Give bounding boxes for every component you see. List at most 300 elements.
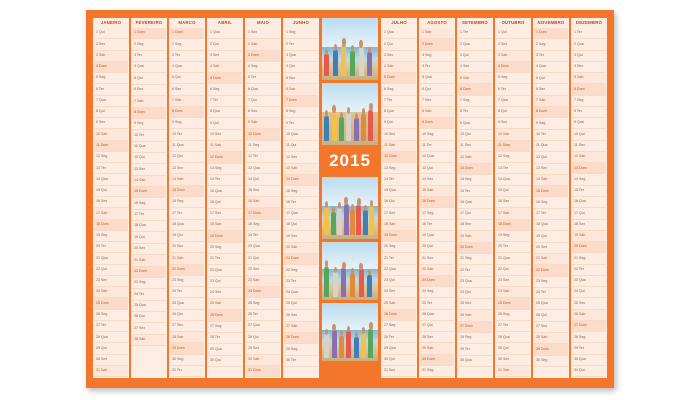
day-cell[interactable]: 16 Qua bbox=[458, 197, 492, 208]
day-cell[interactable]: 23 Sex bbox=[94, 276, 128, 287]
day-cell[interactable]: 26 Sab bbox=[458, 310, 492, 321]
day-cell[interactable]: 22 Qua bbox=[382, 265, 416, 276]
day-cell[interactable]: 5 Seg bbox=[496, 73, 530, 84]
day-cell[interactable]: 31 Sex bbox=[382, 366, 416, 377]
day-cell[interactable]: 15 Ter bbox=[572, 186, 606, 197]
day-cell[interactable]: 22 Ter bbox=[458, 265, 492, 276]
day-cell[interactable]: 20 Seg bbox=[208, 243, 242, 254]
day-cell[interactable]: 4 Sab bbox=[382, 62, 416, 73]
day-cell[interactable]: 29 Ter bbox=[572, 343, 606, 354]
day-cell[interactable]: 21 Sab bbox=[170, 253, 204, 264]
day-cell[interactable]: 31 Dom bbox=[246, 366, 280, 377]
day-cell[interactable]: 8 Seg bbox=[284, 107, 318, 118]
day-cell[interactable]: 28 Sab bbox=[132, 335, 166, 346]
day-cell[interactable]: 25 Qua bbox=[132, 301, 166, 312]
day-cell[interactable]: 4 Sex bbox=[458, 62, 492, 73]
day-cell[interactable]: 9 Qua bbox=[458, 118, 492, 129]
day-cell[interactable]: 30 Ter bbox=[284, 356, 318, 367]
day-cell[interactable]: 22 Sab bbox=[420, 265, 454, 276]
day-cell[interactable]: 22 Qui bbox=[94, 265, 128, 276]
day-cell[interactable]: 28 Sab bbox=[534, 333, 568, 344]
day-cell[interactable]: 29 Qui bbox=[496, 343, 530, 354]
day-cell[interactable]: 20 Dom bbox=[572, 242, 606, 253]
day-cell[interactable] bbox=[208, 367, 242, 377]
day-cell[interactable]: 20 Sex bbox=[132, 244, 166, 255]
day-cell[interactable] bbox=[132, 346, 166, 356]
day-cell[interactable]: 4 Ter bbox=[420, 62, 454, 73]
day-cell[interactable]: 1 Sex bbox=[246, 28, 280, 39]
day-cell[interactable]: 28 Seg bbox=[572, 332, 606, 343]
day-cell[interactable]: 4 Qua bbox=[534, 62, 568, 73]
day-cell[interactable]: 16 Seg bbox=[170, 197, 204, 208]
day-cell[interactable]: 9 Seg bbox=[170, 118, 204, 129]
day-cell[interactable] bbox=[132, 356, 166, 366]
day-cell[interactable]: 30 Dom bbox=[420, 355, 454, 366]
day-cell[interactable]: 6 Dom bbox=[458, 84, 492, 95]
day-cell[interactable]: 7 Qua bbox=[94, 96, 128, 107]
day-cell[interactable]: 23 Seg bbox=[534, 277, 568, 288]
day-cell[interactable]: 26 Qui bbox=[534, 310, 568, 321]
day-cell[interactable]: 8 Dom bbox=[132, 108, 166, 119]
day-cell[interactable]: 13 Qua bbox=[246, 163, 280, 174]
photo-friends-sand[interactable] bbox=[322, 177, 378, 239]
day-cell[interactable]: 17 Sex bbox=[208, 209, 242, 220]
day-cell[interactable]: 15 Dom bbox=[534, 186, 568, 197]
day-cell[interactable]: 12 Dom bbox=[208, 152, 242, 163]
day-cell[interactable]: 26 Qui bbox=[132, 312, 166, 323]
day-cell[interactable]: 12 Ter bbox=[246, 152, 280, 163]
day-cell[interactable]: 17 Sab bbox=[94, 208, 128, 219]
day-cell[interactable]: 31 Ter bbox=[170, 366, 204, 377]
day-cell[interactable]: 4 Dom bbox=[496, 62, 530, 73]
day-cell[interactable]: 3 Sex bbox=[382, 51, 416, 62]
day-cell[interactable]: 18 Dom bbox=[496, 220, 530, 231]
day-cell[interactable]: 28 Seg bbox=[458, 333, 492, 344]
day-cell[interactable]: 10 Ter bbox=[170, 129, 204, 140]
day-cell[interactable]: 23 Qui bbox=[208, 277, 242, 288]
day-cell[interactable]: 18 Sex bbox=[572, 220, 606, 231]
day-cell[interactable]: 22 Dom bbox=[132, 267, 166, 278]
day-cell[interactable]: 29 Sex bbox=[246, 343, 280, 354]
day-cell[interactable]: 27 Sex bbox=[534, 322, 568, 333]
day-cell[interactable]: 23 Dom bbox=[420, 276, 454, 287]
day-cell[interactable]: 14 Sab bbox=[534, 175, 568, 186]
day-cell[interactable]: 18 Qua bbox=[132, 221, 166, 232]
day-cell[interactable]: 10 Qui bbox=[572, 129, 606, 140]
day-cell[interactable]: 29 Dom bbox=[170, 343, 204, 354]
day-cell[interactable]: 30 Sex bbox=[496, 355, 530, 366]
day-cell[interactable]: 2 Seg bbox=[132, 39, 166, 50]
day-cell[interactable]: 6 Ter bbox=[496, 84, 530, 95]
day-cell[interactable]: 5 Seg bbox=[94, 73, 128, 84]
day-cell[interactable]: 11 Sab bbox=[208, 141, 242, 152]
day-cell[interactable]: 21 Qui bbox=[246, 253, 280, 264]
day-cell[interactable]: 23 Sex bbox=[496, 276, 530, 287]
day-cell[interactable]: 8 Qua bbox=[208, 107, 242, 118]
day-cell[interactable]: 1 Ter bbox=[572, 28, 606, 39]
day-cell[interactable]: 25 Dom bbox=[94, 298, 128, 309]
day-cell[interactable]: 28 Dom bbox=[284, 333, 318, 344]
day-cell[interactable]: 27 Sex bbox=[170, 321, 204, 332]
day-cell[interactable]: 20 Sab bbox=[284, 243, 318, 254]
day-cell[interactable]: 11 Dom bbox=[94, 141, 128, 152]
day-cell[interactable]: 21 Qua bbox=[496, 253, 530, 264]
day-cell[interactable]: 7 Qua bbox=[496, 96, 530, 107]
day-cell[interactable]: 27 Qua bbox=[246, 321, 280, 332]
day-cell[interactable]: 2 Qui bbox=[382, 39, 416, 50]
day-cell[interactable]: 3 Ter bbox=[170, 51, 204, 62]
day-cell[interactable]: 25 Sex bbox=[572, 298, 606, 309]
day-cell[interactable]: 10 Ter bbox=[534, 130, 568, 141]
day-cell[interactable]: 27 Sab bbox=[284, 322, 318, 333]
day-cell[interactable]: 19 Ter bbox=[246, 231, 280, 242]
day-cell[interactable]: 1 Qua bbox=[208, 28, 242, 39]
day-cell[interactable]: 21 Seg bbox=[458, 254, 492, 265]
day-cell[interactable]: 2 Ter bbox=[284, 39, 318, 50]
day-cell[interactable]: 26 Seg bbox=[94, 310, 128, 321]
day-cell[interactable]: 11 Dom bbox=[496, 141, 530, 152]
day-cell[interactable]: 10 Qua bbox=[284, 130, 318, 141]
day-cell[interactable]: 27 Dom bbox=[572, 321, 606, 332]
day-cell[interactable]: 7 Ter bbox=[208, 96, 242, 107]
day-cell[interactable]: 12 Qui bbox=[132, 153, 166, 164]
day-cell[interactable]: 25 Ter bbox=[420, 298, 454, 309]
day-cell[interactable]: 2 Sex bbox=[94, 39, 128, 50]
day-cell[interactable]: 17 Ter bbox=[170, 208, 204, 219]
day-cell[interactable]: 6 Sex bbox=[170, 84, 204, 95]
day-cell[interactable]: 1 Sab bbox=[420, 28, 454, 39]
day-cell[interactable]: 26 Qui bbox=[170, 310, 204, 321]
day-cell[interactable]: 3 Ter bbox=[132, 51, 166, 62]
day-cell[interactable]: 31 Sab bbox=[496, 366, 530, 377]
day-cell[interactable]: 6 Sex bbox=[132, 85, 166, 96]
day-cell[interactable]: 26 Dom bbox=[208, 310, 242, 321]
day-cell[interactable]: 9 Sex bbox=[496, 118, 530, 129]
day-cell[interactable]: 13 Seg bbox=[382, 163, 416, 174]
day-cell[interactable]: 12 Qua bbox=[420, 152, 454, 163]
day-cell[interactable]: 24 Sab bbox=[496, 287, 530, 298]
day-cell[interactable]: 24 Dom bbox=[246, 287, 280, 298]
day-cell[interactable]: 15 Qua bbox=[208, 186, 242, 197]
day-cell[interactable]: 28 Sex bbox=[420, 332, 454, 343]
photo-family-smiling[interactable] bbox=[322, 83, 378, 145]
day-cell[interactable]: 24 Qui bbox=[458, 288, 492, 299]
day-cell[interactable]: 16 Seg bbox=[132, 198, 166, 209]
day-cell[interactable]: 19 Dom bbox=[382, 231, 416, 242]
day-cell[interactable]: 16 Qui bbox=[382, 197, 416, 208]
day-cell[interactable]: 22 Dom bbox=[170, 265, 204, 276]
day-cell[interactable]: 30 Qui bbox=[208, 356, 242, 367]
day-cell[interactable]: 1 Seg bbox=[284, 28, 318, 39]
day-cell[interactable]: 10 Sex bbox=[382, 129, 416, 140]
day-cell[interactable]: 20 Sex bbox=[170, 242, 204, 253]
day-cell[interactable]: 12 Qui bbox=[170, 152, 204, 163]
day-cell[interactable]: 30 Sab bbox=[246, 355, 280, 366]
day-cell[interactable]: 28 Qua bbox=[496, 332, 530, 343]
day-cell[interactable]: 21 Qua bbox=[94, 253, 128, 264]
day-cell[interactable]: 24 Sab bbox=[94, 287, 128, 298]
day-cell[interactable]: 26 Qua bbox=[420, 310, 454, 321]
photo-couple-walking[interactable] bbox=[322, 242, 378, 300]
day-cell[interactable]: 22 Qua bbox=[208, 265, 242, 276]
day-cell[interactable]: 25 Qui bbox=[284, 299, 318, 310]
day-cell[interactable]: 28 Ter bbox=[208, 333, 242, 344]
day-cell[interactable]: 10 Ter bbox=[132, 130, 166, 141]
day-cell[interactable]: 28 Sab bbox=[170, 332, 204, 343]
day-cell[interactable]: 27 Ter bbox=[94, 321, 128, 332]
day-cell[interactable]: 6 Seg bbox=[382, 84, 416, 95]
day-cell[interactable]: 31 Qui bbox=[572, 366, 606, 377]
day-cell[interactable]: 8 Sex bbox=[246, 107, 280, 118]
day-cell[interactable]: 11 Sex bbox=[458, 141, 492, 152]
day-cell[interactable]: 4 Seg bbox=[246, 62, 280, 73]
day-cell[interactable]: 3 Seg bbox=[420, 51, 454, 62]
day-cell[interactable]: 20 Ter bbox=[496, 242, 530, 253]
day-cell[interactable]: 26 Seg bbox=[496, 310, 530, 321]
day-cell[interactable]: 29 Dom bbox=[534, 344, 568, 355]
day-cell[interactable]: 13 Qui bbox=[420, 163, 454, 174]
day-cell[interactable]: 13 Sex bbox=[170, 163, 204, 174]
day-cell[interactable]: 2 Dom bbox=[420, 39, 454, 50]
day-cell[interactable]: 15 Sab bbox=[420, 186, 454, 197]
day-cell[interactable]: 13 Dom bbox=[572, 163, 606, 174]
day-cell[interactable]: 19 Seg bbox=[94, 231, 128, 242]
day-cell[interactable]: 5 Qui bbox=[534, 73, 568, 84]
day-cell[interactable]: 9 Qui bbox=[382, 118, 416, 129]
day-cell[interactable]: 8 Qui bbox=[496, 107, 530, 118]
day-cell[interactable]: 20 Ter bbox=[94, 242, 128, 253]
day-cell[interactable]: 19 Qui bbox=[170, 231, 204, 242]
day-cell[interactable]: 17 Dom bbox=[246, 208, 280, 219]
day-cell[interactable]: 23 Qua bbox=[572, 276, 606, 287]
day-cell[interactable]: 6 Sex bbox=[534, 84, 568, 95]
day-cell[interactable]: 2 Qua bbox=[458, 39, 492, 50]
day-cell[interactable]: 18 Qua bbox=[170, 220, 204, 231]
day-cell[interactable]: 18 Sab bbox=[382, 220, 416, 231]
day-cell[interactable]: 27 Ter bbox=[496, 321, 530, 332]
day-cell[interactable]: 23 Sab bbox=[246, 276, 280, 287]
day-cell[interactable]: 22 Sex bbox=[246, 265, 280, 276]
day-cell[interactable]: 9 Dom bbox=[420, 118, 454, 129]
day-cell[interactable]: 27 Qui bbox=[420, 321, 454, 332]
day-cell[interactable]: 19 Dom bbox=[208, 231, 242, 242]
day-cell[interactable]: 27 Dom bbox=[458, 322, 492, 333]
day-cell[interactable]: 14 Sab bbox=[170, 174, 204, 185]
day-cell[interactable]: 24 Ter bbox=[170, 287, 204, 298]
day-cell[interactable]: 23 Qui bbox=[382, 276, 416, 287]
day-cell[interactable]: 23 Seg bbox=[170, 276, 204, 287]
day-cell[interactable] bbox=[458, 367, 492, 377]
day-cell[interactable]: 22 Qui bbox=[496, 265, 530, 276]
day-cell[interactable]: 18 Dom bbox=[94, 220, 128, 231]
day-cell[interactable]: 6 Qua bbox=[246, 84, 280, 95]
day-cell[interactable]: 24 Sex bbox=[208, 288, 242, 299]
day-cell[interactable] bbox=[534, 367, 568, 377]
day-cell[interactable]: 11 Qua bbox=[170, 141, 204, 152]
day-cell[interactable]: 26 Sab bbox=[572, 310, 606, 321]
day-cell[interactable]: 23 Qua bbox=[458, 277, 492, 288]
day-cell[interactable]: 13 Ter bbox=[496, 163, 530, 174]
day-cell[interactable]: 14 Ter bbox=[208, 175, 242, 186]
day-cell[interactable]: 9 Qui bbox=[208, 118, 242, 129]
photo-group-jumping[interactable] bbox=[322, 303, 378, 361]
day-cell[interactable]: 12 Sab bbox=[458, 152, 492, 163]
day-cell[interactable]: 15 Ter bbox=[458, 186, 492, 197]
day-cell[interactable]: 2 Seg bbox=[534, 39, 568, 50]
day-cell[interactable]: 25 Seg bbox=[246, 298, 280, 309]
day-cell[interactable]: 4 Qui bbox=[284, 62, 318, 73]
day-cell[interactable]: 7 Seg bbox=[458, 96, 492, 107]
day-cell[interactable]: 25 Qua bbox=[534, 299, 568, 310]
day-cell[interactable]: 2 Sex bbox=[496, 39, 530, 50]
day-cell[interactable]: 13 Seg bbox=[208, 164, 242, 175]
day-cell[interactable]: 6 Dom bbox=[572, 84, 606, 95]
day-cell[interactable]: 1 Qui bbox=[94, 28, 128, 39]
day-cell[interactable]: 8 Ter bbox=[572, 107, 606, 118]
day-cell[interactable]: 1 Qua bbox=[382, 28, 416, 39]
day-cell[interactable]: 12 Seg bbox=[94, 152, 128, 163]
day-cell[interactable]: 16 Seg bbox=[534, 197, 568, 208]
day-cell[interactable]: 1 Dom bbox=[534, 28, 568, 39]
day-cell[interactable]: 14 Sab bbox=[132, 176, 166, 187]
day-cell[interactable]: 3 Sab bbox=[496, 51, 530, 62]
day-cell[interactable]: 5 Sab bbox=[458, 73, 492, 84]
day-cell[interactable]: 23 Ter bbox=[284, 277, 318, 288]
day-cell[interactable]: 21 Ter bbox=[208, 254, 242, 265]
day-cell[interactable]: 3 Sex bbox=[208, 51, 242, 62]
day-cell[interactable]: 16 Sex bbox=[94, 197, 128, 208]
day-cell[interactable]: 7 Ter bbox=[382, 96, 416, 107]
day-cell[interactable]: 8 Qua bbox=[382, 107, 416, 118]
day-cell[interactable]: 14 Seg bbox=[572, 174, 606, 185]
day-cell[interactable]: 5 Qua bbox=[420, 73, 454, 84]
day-cell[interactable]: 28 Qui bbox=[246, 332, 280, 343]
day-cell[interactable]: 21 Sab bbox=[534, 254, 568, 265]
day-cell[interactable]: 11 Sab bbox=[382, 141, 416, 152]
day-cell[interactable]: 3 Dom bbox=[246, 51, 280, 62]
day-cell[interactable]: 8 Qui bbox=[94, 107, 128, 118]
day-cell[interactable]: 14 Sex bbox=[420, 174, 454, 185]
day-cell[interactable]: 31 Seg bbox=[420, 366, 454, 377]
day-cell[interactable]: 14 Dom bbox=[284, 175, 318, 186]
day-cell[interactable]: 14 Qua bbox=[94, 174, 128, 185]
day-cell[interactable]: 29 Sab bbox=[420, 343, 454, 354]
day-cell[interactable]: 21 Seg bbox=[572, 253, 606, 264]
day-cell[interactable]: 21 Sab bbox=[132, 255, 166, 266]
day-cell[interactable]: 14 Ter bbox=[382, 174, 416, 185]
day-cell[interactable]: 22 Seg bbox=[284, 265, 318, 276]
day-cell[interactable]: 19 Seg bbox=[496, 231, 530, 242]
day-cell[interactable]: 12 Sab bbox=[572, 152, 606, 163]
day-cell[interactable]: 17 Sab bbox=[496, 208, 530, 219]
day-cell[interactable]: 3 Qui bbox=[572, 51, 606, 62]
day-cell[interactable]: 3 Ter bbox=[534, 51, 568, 62]
day-cell[interactable]: 19 Sab bbox=[572, 231, 606, 242]
day-cell[interactable]: 22 Ter bbox=[572, 265, 606, 276]
day-cell[interactable]: 30 Qui bbox=[382, 355, 416, 366]
day-cell[interactable]: 4 Dom bbox=[94, 62, 128, 73]
day-cell[interactable]: 30 Qua bbox=[572, 355, 606, 366]
day-cell[interactable]: 9 Ter bbox=[284, 118, 318, 129]
day-cell[interactable]: 26 Ter bbox=[246, 310, 280, 321]
day-cell[interactable]: 19 Qua bbox=[420, 231, 454, 242]
day-cell[interactable]: 24 Seg bbox=[420, 287, 454, 298]
day-cell[interactable]: 19 Sex bbox=[284, 231, 318, 242]
day-cell[interactable]: 6 Seg bbox=[208, 84, 242, 95]
day-cell[interactable]: 7 Seg bbox=[572, 96, 606, 107]
day-cell[interactable]: 16 Qui bbox=[208, 197, 242, 208]
day-cell[interactable]: 4 Sex bbox=[572, 62, 606, 73]
day-cell[interactable]: 15 Qua bbox=[382, 186, 416, 197]
day-cell[interactable]: 15 Dom bbox=[132, 187, 166, 198]
day-cell[interactable]: 5 Dom bbox=[382, 73, 416, 84]
day-cell[interactable]: 21 Ter bbox=[382, 253, 416, 264]
day-cell[interactable]: 25 Dom bbox=[496, 298, 530, 309]
day-cell[interactable]: 4 Qua bbox=[170, 62, 204, 73]
day-cell[interactable]: 29 Qui bbox=[94, 343, 128, 354]
day-cell[interactable]: 17 Qui bbox=[458, 209, 492, 220]
day-cell[interactable]: 11 Qua bbox=[132, 142, 166, 153]
day-cell[interactable]: 5 Sex bbox=[284, 73, 318, 84]
day-cell[interactable]: 27 Sex bbox=[132, 323, 166, 334]
day-cell[interactable]: 29 Seg bbox=[284, 344, 318, 355]
day-cell[interactable]: 20 Dom bbox=[458, 243, 492, 254]
day-cell[interactable]: 10 Qui bbox=[458, 130, 492, 141]
day-cell[interactable]: 20 Qui bbox=[420, 242, 454, 253]
day-cell[interactable]: 6 Sab bbox=[284, 84, 318, 95]
day-cell[interactable]: 21 Dom bbox=[284, 254, 318, 265]
day-cell[interactable]: 6 Ter bbox=[94, 84, 128, 95]
day-cell[interactable]: 6 Qui bbox=[420, 84, 454, 95]
day-cell[interactable]: 17 Sex bbox=[382, 208, 416, 219]
day-cell[interactable]: 5 Qui bbox=[170, 73, 204, 84]
day-cell[interactable]: 5 Sab bbox=[572, 73, 606, 84]
day-cell[interactable]: 17 Qua bbox=[284, 209, 318, 220]
day-cell[interactable]: 17 Qui bbox=[572, 208, 606, 219]
day-cell[interactable]: 11 Ter bbox=[420, 141, 454, 152]
day-cell[interactable]: 2 Sab bbox=[246, 39, 280, 50]
day-cell[interactable]: 13 Sex bbox=[534, 164, 568, 175]
day-cell[interactable]: 7 Sex bbox=[420, 96, 454, 107]
day-cell[interactable]: 8 Dom bbox=[170, 107, 204, 118]
day-cell[interactable]: 5 Ter bbox=[246, 73, 280, 84]
day-cell[interactable]: 18 Qui bbox=[284, 220, 318, 231]
day-cell[interactable]: 8 Sab bbox=[420, 107, 454, 118]
day-cell[interactable]: 20 Qua bbox=[246, 242, 280, 253]
day-cell[interactable]: 26 Dom bbox=[382, 310, 416, 321]
day-cell[interactable]: 7 Qui bbox=[246, 96, 280, 107]
day-cell[interactable] bbox=[132, 367, 166, 377]
day-cell[interactable]: 1 Ter bbox=[458, 28, 492, 39]
day-cell[interactable]: 18 Seg bbox=[246, 220, 280, 231]
day-cell[interactable]: 8 Ter bbox=[458, 107, 492, 118]
day-cell[interactable]: 16 Ter bbox=[284, 197, 318, 208]
day-cell[interactable]: 1 Dom bbox=[132, 28, 166, 39]
day-cell[interactable]: 14 Qua bbox=[496, 174, 530, 185]
day-cell[interactable]: 16 Sex bbox=[496, 197, 530, 208]
day-cell[interactable]: 17 Ter bbox=[534, 209, 568, 220]
day-cell[interactable]: 20 Seg bbox=[382, 242, 416, 253]
day-cell[interactable]: 9 Qua bbox=[572, 118, 606, 129]
day-cell[interactable]: 15 Qui bbox=[94, 186, 128, 197]
day-cell[interactable]: 12 Sex bbox=[284, 152, 318, 163]
day-cell[interactable]: 3 Qui bbox=[458, 51, 492, 62]
day-cell[interactable]: 3 Qua bbox=[284, 51, 318, 62]
day-cell[interactable]: 24 Ter bbox=[132, 289, 166, 300]
day-cell[interactable]: 15 Sex bbox=[246, 186, 280, 197]
day-cell[interactable]: 11 Qui bbox=[284, 141, 318, 152]
day-cell[interactable]: 25 Qua bbox=[170, 298, 204, 309]
